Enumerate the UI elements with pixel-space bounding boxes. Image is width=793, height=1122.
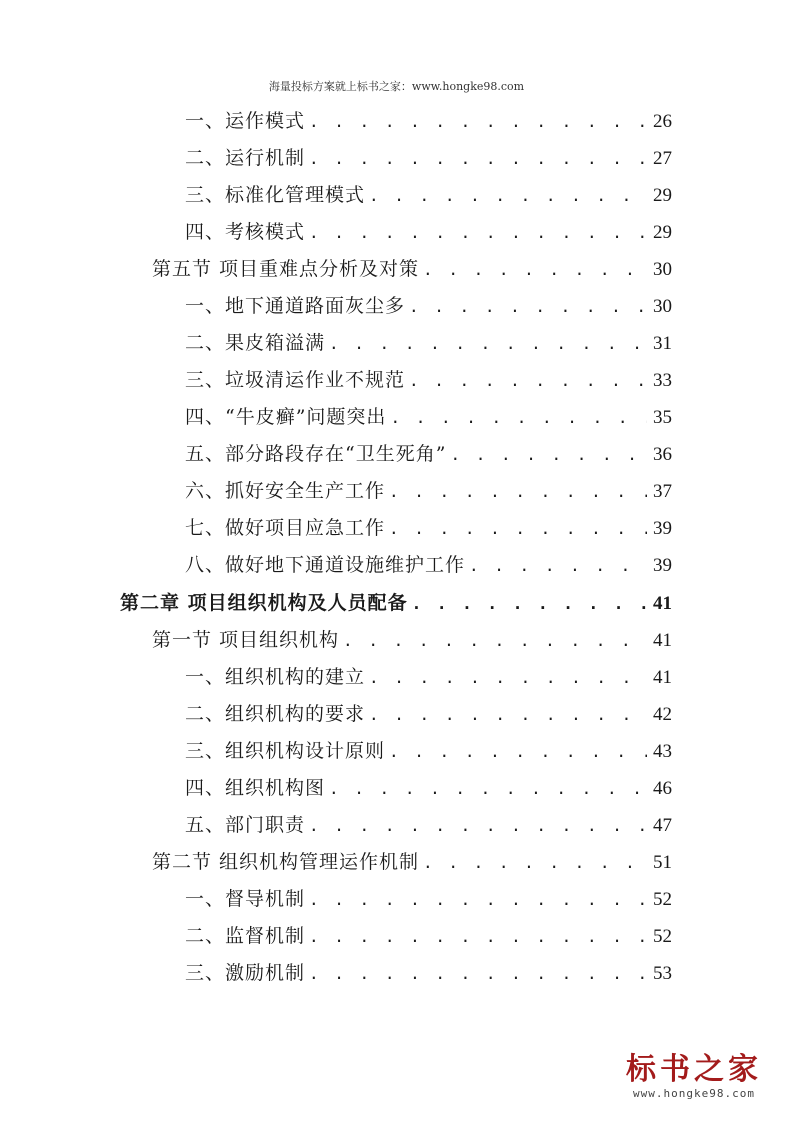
toc-entry[interactable] [185, 812, 672, 839]
toc-page-number: 29 [653, 222, 672, 243]
toc-entry[interactable] [185, 775, 672, 802]
toc-page-number: 51 [653, 852, 672, 873]
toc-entry-label: 七、做好项目应急工作 [185, 517, 386, 539]
leader-dots [389, 479, 647, 505]
leader-dots [309, 961, 647, 987]
toc-page-number: 41 [653, 630, 672, 651]
leader-dots [423, 850, 647, 876]
toc-entry-label: 第五节 项目重难点分析及对策 [152, 258, 420, 280]
leader-dots [329, 331, 647, 357]
leader-dots [309, 146, 647, 172]
toc-entry[interactable] [185, 441, 672, 468]
toc-entry[interactable] [185, 404, 672, 431]
toc-entry[interactable] [185, 664, 672, 691]
toc-entry[interactable] [185, 219, 672, 246]
toc-page-number: 37 [653, 481, 672, 502]
toc-entry-label: 二、监督机制 [185, 925, 306, 947]
toc-entry-label: 四、考核模式 [185, 221, 306, 243]
toc-entry-label: 二、运行机制 [185, 147, 306, 169]
toc-page-number: 39 [653, 555, 672, 576]
leader-dots [369, 665, 647, 691]
toc-entry[interactable] [185, 515, 672, 542]
toc-entry-label: 三、标准化管理模式 [185, 184, 366, 206]
toc-entry-label: 八、做好地下通道设施维护工作 [185, 554, 466, 576]
toc-entry-label: 一、组织机构的建立 [185, 666, 366, 688]
leader-dots [369, 183, 647, 209]
toc-page-number: 41 [653, 593, 672, 614]
leader-dots [329, 776, 647, 802]
leader-dots [309, 924, 647, 950]
toc-page-number: 33 [653, 370, 672, 391]
toc-entry-label: 第二章 项目组织机构及人员配备 [120, 592, 408, 614]
toc-chapter-entry[interactable] [120, 590, 672, 617]
toc-entry-label: 第二节 组织机构管理运作机制 [152, 851, 420, 873]
toc-page-number: 42 [653, 704, 672, 725]
leader-dots [409, 368, 647, 394]
leader-dots [412, 591, 647, 617]
toc-entry-label: 五、部门职责 [185, 814, 306, 836]
toc-page-number: 52 [653, 889, 672, 910]
site-logo[interactable] [619, 1053, 769, 1100]
toc-entry[interactable] [185, 293, 672, 320]
toc-entry[interactable] [185, 886, 672, 913]
toc-page-number: 46 [653, 778, 672, 799]
toc-entry-label: 三、垃圾清运作业不规范 [185, 369, 406, 391]
toc-entry[interactable] [185, 182, 672, 209]
toc-entry[interactable] [185, 923, 672, 950]
toc-entry-label: 五、部分路段存在“卫生死角” [185, 443, 447, 465]
toc-entry-label: 一、运作模式 [185, 110, 306, 132]
toc-page-number: 27 [653, 148, 672, 169]
toc-page-number: 47 [653, 815, 672, 836]
toc-entry[interactable] [152, 627, 672, 654]
toc-page-number: 30 [653, 259, 672, 280]
logo-text: 标书之家 [626, 1052, 762, 1087]
toc-page-number: 53 [653, 963, 672, 984]
toc-entry-label: 二、果皮箱溢满 [185, 332, 326, 354]
toc-entry-label: 三、组织机构设计原则 [185, 740, 386, 762]
toc-entry-label: 一、地下通道路面灰尘多 [185, 295, 406, 317]
toc-entry-label: 二、组织机构的要求 [185, 703, 366, 725]
leader-dots [343, 628, 647, 654]
toc-page-number: 43 [653, 741, 672, 762]
toc-page-number: 41 [653, 667, 672, 688]
leader-dots [389, 516, 647, 542]
page-header: 海量投标方案就上标书之家：www.hongke98.com [268, 80, 525, 93]
leader-dots [389, 739, 647, 765]
leader-dots [309, 109, 647, 135]
toc-page-number: 52 [653, 926, 672, 947]
toc-entry[interactable] [152, 256, 672, 283]
toc-entry[interactable] [185, 145, 672, 172]
toc-entry[interactable] [152, 849, 672, 876]
toc-page-number: 35 [653, 407, 672, 428]
leader-dots [309, 887, 647, 913]
toc-page-number: 39 [653, 518, 672, 539]
toc-entry[interactable] [185, 552, 672, 579]
toc-entry-label: 六、抓好安全生产工作 [185, 480, 386, 502]
toc-page-number: 30 [653, 296, 672, 317]
toc-entry-label: 三、激励机制 [185, 962, 306, 984]
toc-page-number: 29 [653, 185, 672, 206]
leader-dots [469, 553, 647, 579]
toc-entry-label: 四、组织机构图 [185, 777, 326, 799]
toc-entry[interactable] [185, 330, 672, 357]
toc-entry[interactable] [185, 738, 672, 765]
leader-dots [423, 257, 647, 283]
leader-dots [409, 294, 647, 320]
toc-entry-label: 一、督导机制 [185, 888, 306, 910]
toc-page-number: 31 [653, 333, 672, 354]
toc-entry-label: 第一节 项目组织机构 [152, 629, 340, 651]
leader-dots [450, 442, 647, 468]
leader-dots [309, 220, 647, 246]
toc-entry[interactable] [185, 478, 672, 505]
toc-entry[interactable] [185, 367, 672, 394]
toc-page-number: 36 [653, 444, 672, 465]
toc-entry[interactable] [185, 960, 672, 987]
toc-entry[interactable] [185, 701, 672, 728]
toc-page-number: 26 [653, 111, 672, 132]
leader-dots [309, 813, 647, 839]
leader-dots [390, 405, 647, 431]
toc-entry-label: 四、“牛皮癣”问题突出 [185, 406, 387, 428]
logo-url: www.hongke98.com [633, 1087, 755, 1100]
toc-entry[interactable] [185, 108, 672, 135]
leader-dots [369, 702, 647, 728]
